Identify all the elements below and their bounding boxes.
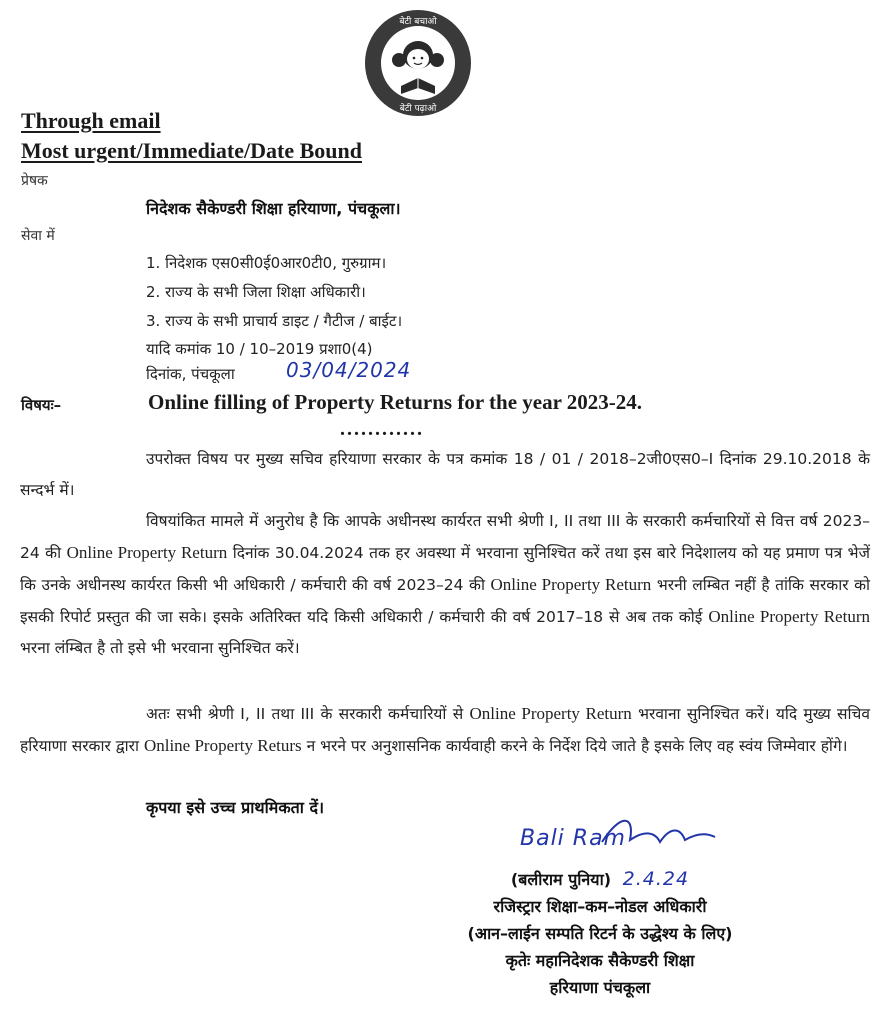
signatory-place: हरियाणा पंचकूला <box>549 978 651 997</box>
memo-number: यादि कमांक 10 / 10–2019 प्रशा0(4) <box>146 340 373 358</box>
sender-label: प्रेषक <box>21 173 48 189</box>
closing-request: कृपया इसे उच्च प्राथमिकता दें। <box>146 798 325 817</box>
signatory-designation: रजिस्ट्रार शिक्षा–कम–नोडल अधिकारी <box>493 897 707 916</box>
handwritten-signature: Bali Ram <box>520 826 626 851</box>
logo-top-text: बेटी बचाओ <box>399 17 437 27</box>
paragraph-responsibility: अतः सभी श्रेणी I, II तथा III के सरकारी कर्मचारियों से Online Property Return भरवाना सुनिश्चित करें। यदि मुख्य सचिव हरियाणा सरकार द्वारा Online Property Returs न भरने पर अनुशासनिक कार्यवाही करने के निर्देश दिये जाते है इसके लिए वह स्वंय जिम्मेवार होंगे। <box>20 704 870 755</box>
signature-date: 2.4.24 <box>622 868 690 890</box>
signature-flourish <box>600 812 720 852</box>
paragraph-reference: उपरोक्त विषय पर मुख्य सचिव हरियाणा सरकार के पत्र कमांक 18 / 01 / 2018–2जी0एस0–I दिनांक 29.10.2018 के सन्दर्भ में। <box>20 450 870 499</box>
urgency-heading: Most urgent/Immediate/Date Bound <box>21 138 362 163</box>
paragraph-request: विषयांकित मामले में अनुरोध है कि आपके अधीनस्थ कार्यरत सभी श्रेणी I, II तथा III के सरकारी कर्मचारियों से वित्त वर्ष 2023–24 की Online Property Return दिनांक 30.04.2024 तक हर अवस्था में भरवाना सुनिश्चित करें तथा इस बारे निदेशालय को यह प्रमाण पत्र भेजें कि उनके अधीनस्थ कार्यरत किसी भी अधिकारी / कर्मचारी की वर्ष 2023–24 की Online Property Return भरनी लम्बित नहीं है तांकि सरकार को इसकी रिपोर्ट प्रस्तुत की जा सके। इसके अतिरिक्त यदि किसी अधिकारी / कर्मचारी की वर्ष 2017–18 से अब तक कोई Online Property Return भरना लंम्बित है तो इसे भी भरवाना सुनिश्चित करें। <box>20 512 870 657</box>
signature-block <box>410 866 790 1001</box>
recipient-item: 3. राज्य के सभी प्राचार्य डाइट / गैटीज / बाईट। <box>146 312 403 330</box>
recipients-label: सेवा में <box>21 228 55 244</box>
memo-date-label: दिनांक, पंचकूला <box>146 365 235 383</box>
sender-name: निदेशक सैकेण्डरी शिक्षा हरियाणा, पंचकूला। <box>146 199 401 218</box>
separator-dots: ............ <box>340 418 424 440</box>
through-email-heading: Through email <box>21 108 161 133</box>
signatory-purpose: (आन–लाईन सम्पति रिटर्न के उद्धेश्य के लिए) <box>467 924 733 943</box>
recipient-item: 1. निदेशक एस0सी0ई0आर0टी0, गुरुग्राम। <box>146 254 387 272</box>
subject-label: विषयः– <box>21 396 62 414</box>
recipient-item: 2. राज्य के सभी जिला शिक्षा अधिकारी। <box>146 283 366 301</box>
beti-bachao-logo <box>363 8 473 118</box>
logo-bottom-text: बेटी पढ़ाओ <box>399 104 437 114</box>
subject-text: Online filling of Property Returns for the year 2023-24. <box>148 390 643 414</box>
signatory-on-behalf: कृतेः महानिदेशक सैकेण्डरी शिक्षा <box>505 951 695 970</box>
handwritten-date: 03/04/2024 <box>286 358 412 382</box>
signatory-name: (बलीराम पुनिया) 2.4.24 <box>510 868 690 890</box>
